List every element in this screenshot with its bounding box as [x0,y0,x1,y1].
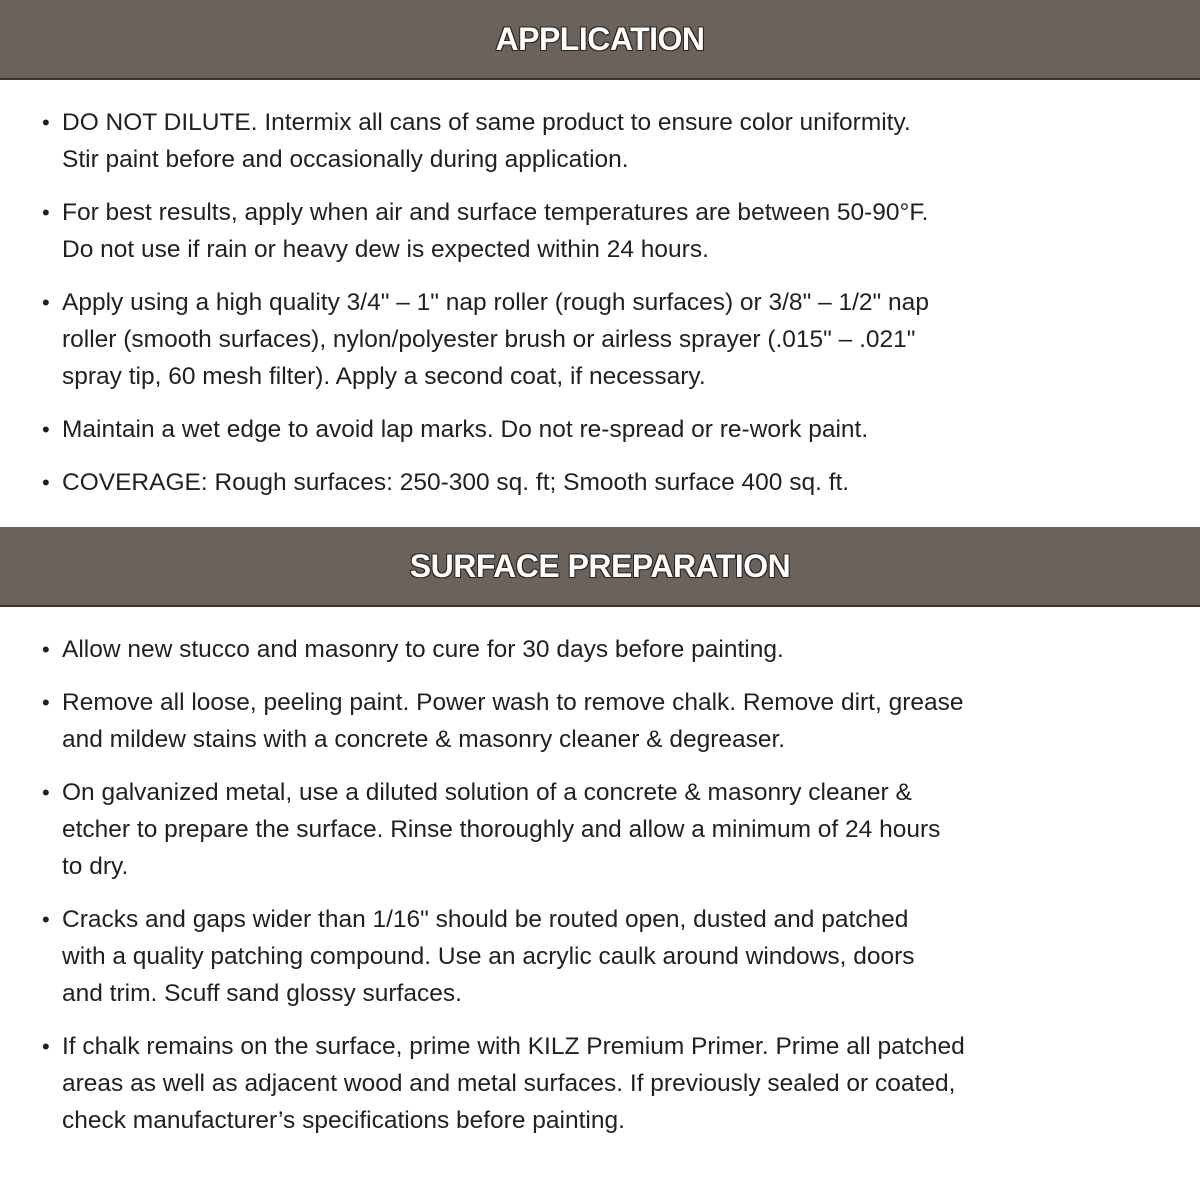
bullet-icon: • [42,907,50,932]
list-item [0,1028,1200,1139]
list-item [0,104,1200,178]
item-text-line: Cracks and gaps wider than 1/16" should be routed open, dusted and patched [62,906,909,933]
item-text-line: to dry. [62,853,129,880]
list-item [0,774,1200,885]
bullet-icon: • [42,1034,50,1059]
bullet-icon: • [42,200,50,225]
bullet-icon: • [42,417,50,442]
bullet-icon: • [42,690,50,715]
item-text-line: On galvanized metal, use a diluted solution of a concrete & masonry cleaner & [62,779,912,806]
list-item [0,411,1200,448]
bullet-list [0,607,1200,1139]
item-text-line: and trim. Scuff sand glossy surfaces. [62,980,462,1007]
list-item [0,464,1200,501]
bullet-icon: • [42,290,50,315]
list-item [0,631,1200,668]
item-text-line: DO NOT DILUTE. Intermix all cans of same product to ensure color uniformity. [62,109,911,136]
list-item [0,901,1200,1012]
surface-preparation-section [0,527,1200,1139]
item-text-line: Maintain a wet edge to avoid lap marks. Do not re-spread or re-work paint. [62,416,869,443]
item-text-line: spray tip, 60 mesh filter). Apply a second coat, if necessary. [62,363,706,390]
item-text-line: check manufacturer’s specifications before painting. [62,1107,625,1134]
item-text-line: For best results, apply when air and surface temperatures are between 50-90°F. [62,199,929,226]
section-header [0,527,1200,607]
item-text-line: Allow new stucco and masonry to cure for 30 days before painting. [62,636,784,663]
item-text-line: and mildew stains with a concrete & masonry cleaner & degreaser. [62,726,786,753]
item-text-line: etcher to prepare the surface. Rinse thoroughly and allow a minimum of 24 hours [62,816,941,843]
item-text-line: If chalk remains on the surface, prime with KILZ Premium Primer. Prime all patched [62,1033,965,1060]
item-text-line: Remove all loose, peeling paint. Power wash to remove chalk. Remove dirt, grease [62,689,964,716]
bullet-icon: • [42,780,50,805]
item-text-line: with a quality patching compound. Use an acrylic caulk around windows, doors [62,943,915,970]
list-item [0,194,1200,268]
item-text-line: Do not use if rain or heavy dew is expected within 24 hours. [62,236,709,263]
item-text-line: areas as well as adjacent wood and metal surfaces. If previously sealed or coated, [62,1070,956,1097]
item-text-line: Stir paint before and occasionally during application. [62,146,629,173]
section-header [0,0,1200,80]
item-text-line: Apply using a high quality 3/4" – 1" nap roller (rough surfaces) or 3/8" – 1/2" nap [62,289,929,316]
item-text-line: COVERAGE: Rough surfaces: 250-300 sq. ft; Smooth surface 400 sq. ft. [62,469,850,496]
list-item [0,284,1200,395]
list-item [0,684,1200,758]
section-title: APPLICATION [495,20,705,57]
bullet-icon: • [42,637,50,662]
bullet-icon: • [42,110,50,135]
section-title: SURFACE PREPARATION [409,547,791,584]
bullet-icon: • [42,470,50,495]
item-text-line: roller (smooth surfaces), nylon/polyester brush or airless sprayer (.015" – .021" [62,326,916,353]
application-section [0,0,1200,501]
bullet-list [0,80,1200,501]
